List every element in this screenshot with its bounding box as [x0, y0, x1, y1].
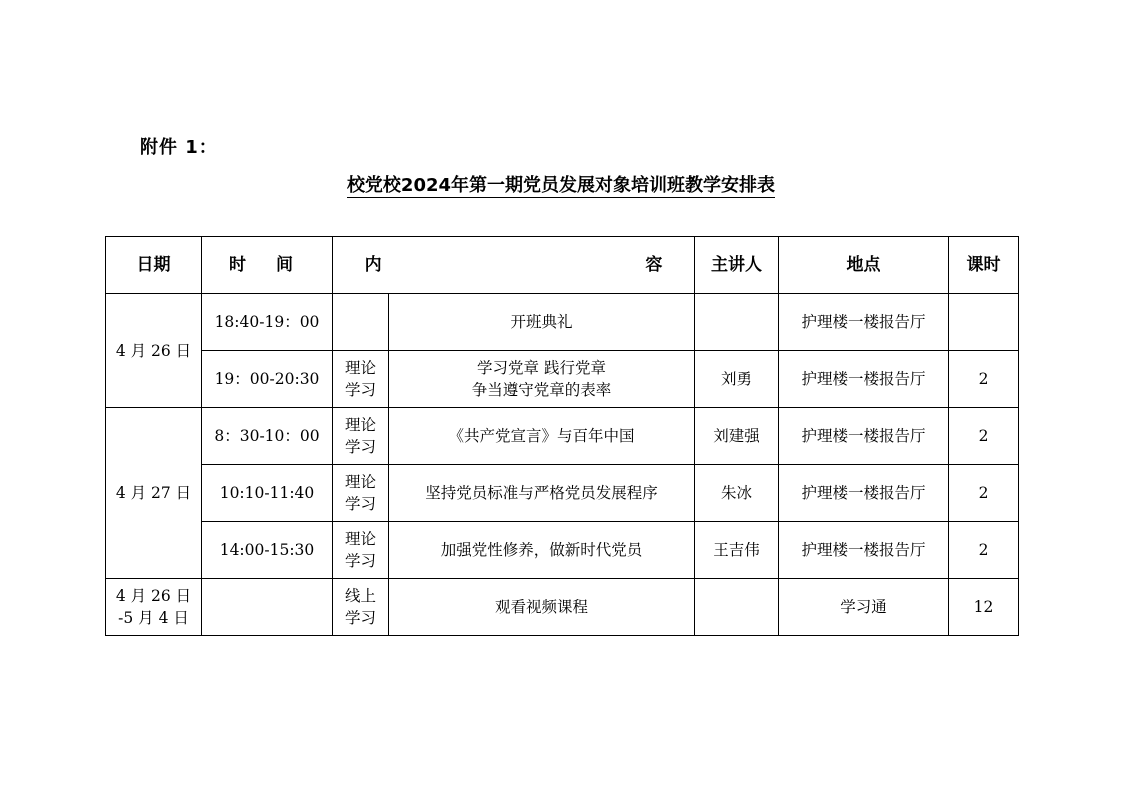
cell-hours: 2	[949, 351, 1019, 408]
cell-speaker	[695, 294, 779, 351]
cell-type-line2: 学习	[344, 609, 376, 627]
cell-speaker: 王吉伟	[695, 522, 779, 579]
cell-location: 护理楼一楼报告厅	[779, 351, 949, 408]
cell-hours	[949, 294, 1019, 351]
cell-type-line1: 理论	[344, 416, 376, 434]
cell-speaker: 刘建强	[695, 408, 779, 465]
cell-hours: 12	[949, 579, 1019, 636]
cell-content-line1: 坚持党员标准与严格党员发展程序	[425, 484, 658, 502]
cell-time: 8：30-10：00	[202, 408, 333, 465]
cell-content	[389, 351, 695, 408]
cell-type-line1: 理论	[344, 473, 376, 491]
cell-content-line1: 观看视频课程	[494, 598, 588, 616]
cell-type-line2: 学习	[344, 381, 376, 399]
cell-location: 护理楼一楼报告厅	[779, 465, 949, 522]
cell-location: 护理楼一楼报告厅	[779, 294, 949, 351]
attachment-label: 附件 1：	[140, 137, 218, 158]
cell-type	[333, 579, 389, 636]
cell-type	[333, 465, 389, 522]
cell-hours: 2	[949, 408, 1019, 465]
cell-type-line1: 理论	[344, 530, 376, 548]
cell-type	[333, 294, 389, 351]
header-time-text: 时 间	[229, 255, 305, 275]
cell-speaker: 刘勇	[695, 351, 779, 408]
cell-type-line2: 学习	[344, 438, 376, 456]
cell-location: 护理楼一楼报告厅	[779, 522, 949, 579]
cell-time: 14:00-15:30	[202, 522, 333, 579]
cell-date: 4 月 27 日	[106, 408, 202, 579]
cell-time: 18:40-19：00	[202, 294, 333, 351]
cell-location: 学习通	[779, 579, 949, 636]
table-row	[106, 408, 1019, 465]
cell-location: 护理楼一楼报告厅	[779, 408, 949, 465]
table-header-row	[106, 237, 1019, 294]
cell-date: 4 月 26 日	[106, 294, 202, 408]
cell-speaker	[695, 579, 779, 636]
header-location: 地点	[779, 237, 949, 294]
cell-type-line2: 学习	[344, 552, 376, 570]
document-title	[0, 171, 1122, 197]
cell-content	[389, 522, 695, 579]
cell-content-line1: 学习党章 践行党章	[477, 359, 606, 377]
header-content	[333, 237, 695, 294]
header-hours: 课时	[949, 237, 1019, 294]
table-row	[106, 579, 1019, 636]
cell-type	[333, 408, 389, 465]
header-date: 日期	[106, 237, 202, 294]
table-row	[106, 522, 1019, 579]
header-speaker: 主讲人	[695, 237, 779, 294]
cell-date-line1: 4 月 26 日	[115, 587, 192, 605]
cell-content	[389, 579, 695, 636]
cell-content	[389, 465, 695, 522]
cell-hours: 2	[949, 465, 1019, 522]
cell-time: 10:10-11:40	[202, 465, 333, 522]
table-row	[106, 294, 1019, 351]
cell-type-line1: 线上	[344, 587, 376, 605]
cell-content-line2: 争当遵守党章的表率	[471, 381, 612, 399]
cell-content-line1: 《共产党宣言》与百年中国	[448, 427, 635, 445]
table-row	[106, 465, 1019, 522]
cell-time: 19：00-20:30	[202, 351, 333, 408]
cell-hours: 2	[949, 522, 1019, 579]
header-time	[202, 237, 333, 294]
cell-type-line2: 学习	[344, 495, 376, 513]
cell-type	[333, 522, 389, 579]
cell-content	[389, 408, 695, 465]
cell-time	[202, 579, 333, 636]
cell-date	[106, 579, 202, 636]
cell-content-line1: 开班典礼	[510, 313, 573, 331]
schedule-table	[105, 236, 1019, 636]
cell-type	[333, 351, 389, 408]
document-title-text: 校党校2024年第一期党员发展对象培训班教学安排表	[346, 175, 776, 196]
table-row	[106, 351, 1019, 408]
cell-content-line1: 加强党性修养，做新时代党员	[440, 541, 643, 559]
cell-date-line2: -5 月 4 日	[118, 609, 189, 627]
cell-type-line1: 理论	[344, 359, 376, 377]
cell-speaker: 朱冰	[695, 465, 779, 522]
cell-content	[389, 294, 695, 351]
header-content-text: 内 容	[364, 255, 663, 275]
